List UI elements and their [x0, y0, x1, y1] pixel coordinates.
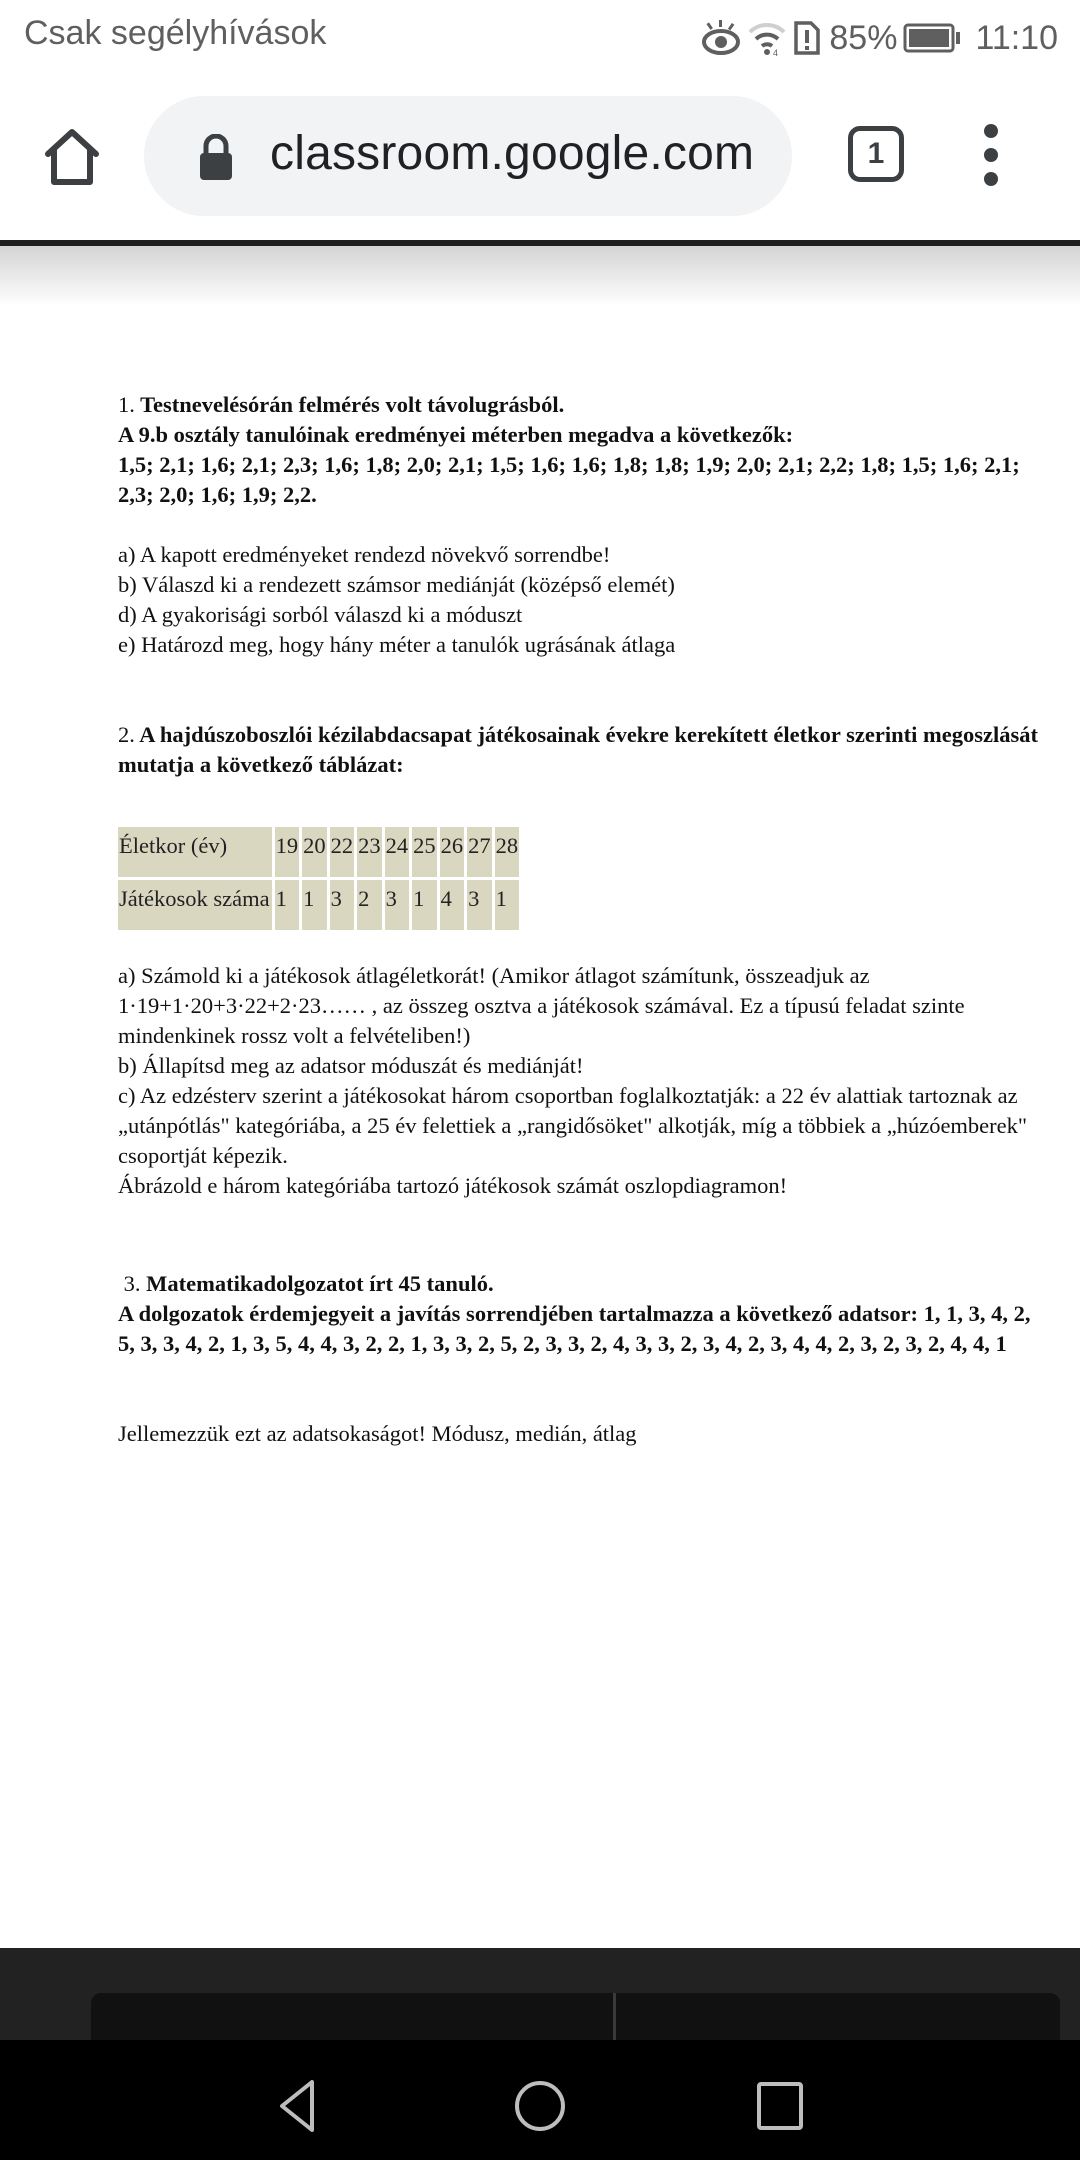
bottom-sheet [0, 1948, 1080, 2040]
bottom-sheet-content[interactable] [91, 1993, 1060, 2040]
count-cell: 2 [357, 880, 382, 930]
q2-task-a: a) Számold ki a játékosok átlagéletkorát! (Amikor átlagot számítunk, összeadjuk az 1·19+1·20+3·22+2·23…… , az összeg osztva a játékosok számával. Ez a típusú feladat szinte mindenkinek rossz volt a felvételiben!) [118, 963, 965, 1048]
q3-title [118, 1269, 1038, 1299]
sim-alert-icon [793, 20, 821, 56]
system-nav-bar [0, 2040, 1080, 2160]
recents-icon [750, 2076, 810, 2136]
q1-title [118, 390, 1038, 420]
q3-title-text: Matematikadolgozatot írt 45 tanuló. [140, 1271, 494, 1296]
q1-title-text: Testnevelésórán felmérés volt távolugrásból. [134, 392, 565, 417]
count-cell: 1 [495, 880, 520, 930]
home-icon [40, 126, 104, 190]
tab-count: 1 [867, 137, 885, 170]
row-label-age: Életkor (év) [118, 827, 272, 877]
tab-switcher-button[interactable] [848, 126, 904, 182]
home-nav-button[interactable] [510, 2076, 570, 2136]
document-page [118, 390, 1038, 1449]
lock-icon [198, 134, 234, 180]
q1-intro: A 9.b osztály tanulóinak eredményei méterben megadva a következők: [118, 422, 794, 447]
recents-button[interactable] [750, 2076, 810, 2136]
table-row-ages [118, 827, 519, 877]
count-cell: 4 [440, 880, 465, 930]
home-button[interactable] [40, 126, 104, 190]
svg-text:4: 4 [773, 48, 779, 56]
q2-title-text: A hajdúszoboszlói kézilabdacsapat játékosainak évekre kerekített életkor szerinti megoszlását mutatja a következő táblázat: [118, 722, 1038, 777]
battery-percent: 85% [829, 18, 898, 57]
q1-task-b: b) Válaszd ki a rendezett számsor mediánját (középső elemét) [118, 572, 675, 597]
toolbar-shadow [0, 246, 1080, 304]
q2-title [118, 720, 1038, 780]
q2-number: 2. [118, 722, 135, 747]
home-circle-icon [510, 2076, 570, 2136]
battery-icon [903, 23, 961, 53]
age-cell: 27 [467, 827, 492, 877]
age-cell: 26 [440, 827, 465, 877]
url-text[interactable]: classroom.google.com [270, 127, 755, 180]
age-cell: 25 [412, 827, 437, 877]
count-cell: 1 [412, 880, 437, 930]
wifi-icon [747, 20, 787, 56]
question-3 [118, 1269, 1038, 1449]
age-cell: 20 [302, 827, 327, 877]
age-cell: 24 [385, 827, 410, 877]
count-cell: 3 [385, 880, 410, 930]
q2-task-b: b) Állapítsd meg az adatsor móduszát és mediánját! [118, 1053, 584, 1078]
q2-task-chart: Ábrázold e három kategóriába tartozó játékosok számát oszlopdiagramon! [118, 1173, 788, 1198]
q1-task-e: e) Határozd meg, hogy hány méter a tanulók ugrásának átlaga [118, 632, 676, 657]
q3-data: A dolgozatok érdemjegyeit a javítás sorrendjében tartalmazza a következő adatsor: 1, 1, 3, 4, 2, 5, 3, 3, 4, 2, 1, 3, 5, 4, 4, 3, 2, 2, 1, 3, 3, 2, 5, 2, 3, 3, 2, 4, 3, 3, 2, 3, 4, 2, 3, 4, 4, 2, 3, 2, 3, 2, 4, 4, 1 [118, 1301, 1031, 1356]
eye-comfort-icon [701, 20, 741, 56]
question-2 [118, 720, 1038, 1201]
count-cell: 1 [275, 880, 300, 930]
q1-task-a: a) A kapott eredményeket rendezd növekvő sorrendbe! [118, 542, 611, 567]
question-1 [118, 390, 1038, 660]
back-button[interactable] [270, 2076, 330, 2136]
count-cell: 3 [467, 880, 492, 930]
q1-data: 1,5; 2,1; 1,6; 2,1; 2,3; 1,6; 1,8; 2,0; 2,1; 1,5; 1,6; 1,6; 1,8; 1,8; 1,9; 2,0; 2,1; 2,2; 1,8; 1,5; 1,6; 2,1; 2,3; 2,0; 1,6; 1,9; 2,2. [118, 452, 1020, 507]
q3-number: 3. [123, 1271, 141, 1296]
age-cell: 19 [275, 827, 300, 877]
bottom-divider [613, 1993, 616, 2040]
q1-number: 1. [118, 392, 135, 417]
back-icon [270, 2076, 330, 2136]
q2-task-c: c) Az edzésterv szerint a játékosokat három csoportban foglalkoztatják: a 22 év alattiak tartoznak az „utánpótlás" kategóriába, a 25 év felettiek a „rangidősöket" alkotják, míg a többiek a „húzóemberek" csoportját képezik. [118, 1083, 1028, 1168]
q3-task: Jellemezzük ezt az adatsokaságot! Módusz, medián, átlag [118, 1421, 637, 1446]
q1-task-d: d) A gyakorisági sorból válaszd ki a móduszt [118, 602, 523, 627]
more-vert-icon[interactable] [976, 120, 1016, 190]
status-bar [0, 0, 1080, 76]
age-distribution-table [115, 824, 522, 933]
clock: 11:10 [975, 18, 1058, 57]
browser-toolbar [0, 76, 1080, 240]
age-cell: 23 [357, 827, 382, 877]
row-label-count: Játékosok száma [118, 880, 272, 930]
count-cell: 3 [330, 880, 355, 930]
age-cell: 28 [495, 827, 520, 877]
carrier-label: Csak segélyhívások [24, 14, 327, 52]
table-row-counts [118, 880, 519, 930]
count-cell: 1 [302, 880, 327, 930]
age-cell: 22 [330, 827, 355, 877]
status-icons [701, 14, 1058, 62]
url-bar[interactable] [144, 96, 792, 216]
